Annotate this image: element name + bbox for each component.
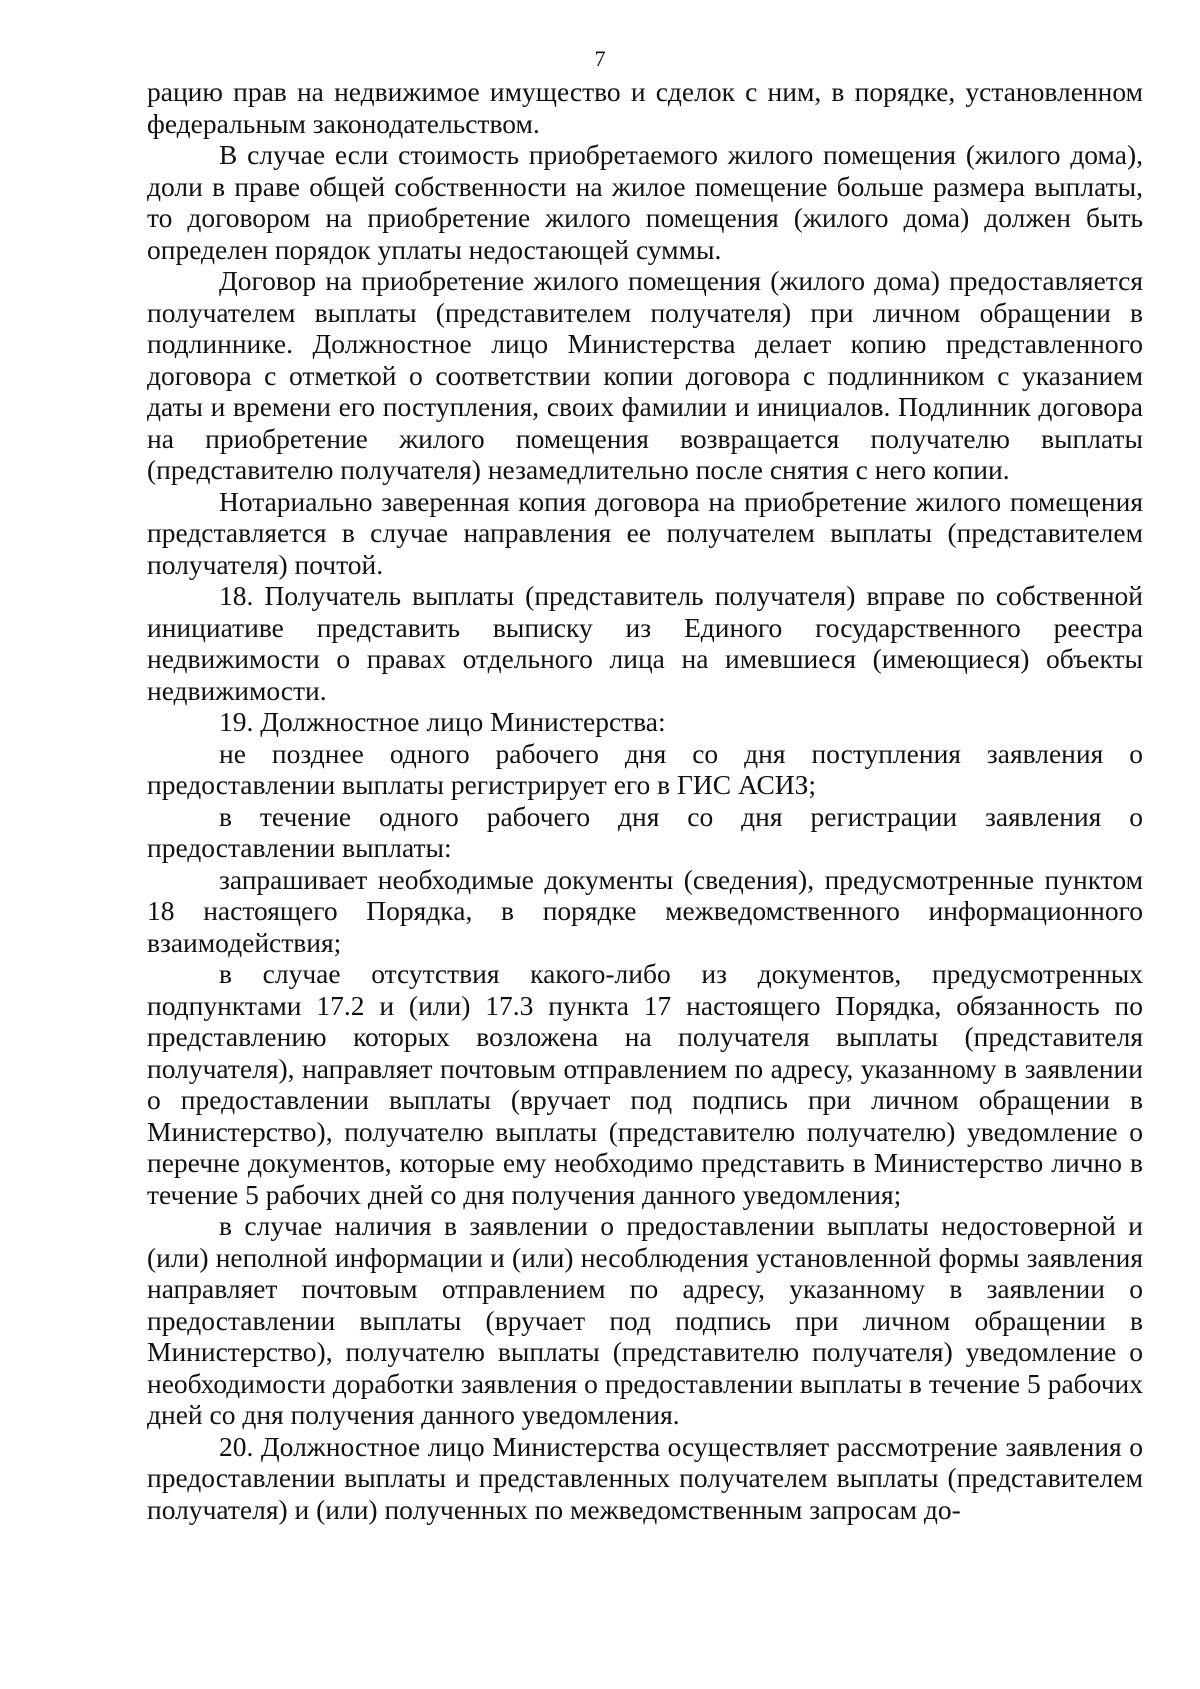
- paragraph-continuation: рацию прав на недвижимое имущество и сделок с ним, в порядке, установленном федеральным законодательством.: [147, 76, 1143, 139]
- page-number: 7: [594, 46, 606, 71]
- paragraph-item-19-incomplete-info: в случае наличия в заявлении о предоставлении выплаты недостоверной и (или) неполной информации и (или) несоблюдения установленной формы заявления направляет почтовым отправлением по адресу, указанному в заявлении о предоставлении выплаты (вручает под подпись при личном обращении в Министерство), получателю выплаты (представителю получателя) уведомление о необходимости доработки заявления о предоставлении выплаты в течение 5 рабочих дней со дня получения данного уведомления.: [147, 1210, 1143, 1430]
- paragraph-notarized-copy: Нотариально заверенная копия договора на приобретение жилого помещения представляется в случае направления ее получателем выплаты (представителем получателя) почтой.: [147, 485, 1143, 580]
- paragraph-item-19: 19. Должностное лицо Министерства:: [219, 706, 666, 737]
- paragraph-item-19-within-day: в течение одного рабочего дня со дня регистрации заявления о предоставлении выплаты:: [147, 800, 1143, 863]
- paragraph-contract-submission: Договор на приобретение жилого помещения (жилого дома) предоставляется получателем выплаты (представителем получателя) при личном обращении в подлиннике. Должностное лицо Министерства делает копию представленного договора с отметкой о соответствии копии договора с подлинником с указанием даты и времени его поступления, своих фамилии и инициалов. Подлинник договора на приобретение жилого помещения возвращается получателю выплаты (представителю получателя) незамедлительно после снятия с него копии.: [147, 265, 1143, 485]
- paragraph-item-18: 18. Получатель выплаты (представитель получателя) вправе по собственной инициативе представить выписку из Единого государственного реестра недвижимости о правах отдельного лица на имевшиеся (имеющиеся) объекты недвижимости.: [147, 580, 1143, 706]
- paragraph-item-19-registration: не позднее одного рабочего дня со дня поступления заявления о предоставлении выплаты регистрирует его в ГИС АСИЗ;: [147, 737, 1143, 800]
- document-body: [147, 76, 1143, 1525]
- paragraph-payment-shortfall: В случае если стоимость приобретаемого жилого помещения (жилого дома), доли в праве общей собственности на жилое помещение больше размера выплаты, то договором на приобретение жилого помещения (жилого дома) должен быть определен порядок уплаты недостающей суммы.: [147, 139, 1143, 265]
- paragraph-item-19-requests: запрашивает необходимые документы (сведения), предусмотренные пунктом 18 настоящего Порядка, в порядке межведомственного информационного взаимодействия;: [147, 863, 1143, 958]
- paragraph-item-20: 20. Должностное лицо Министерства осуществляет рассмотрение заявления о предоставлении выплаты и представленных получателем выплаты (представителем получателя) и (или) полученных по межведомственным запросам до-: [147, 1430, 1143, 1525]
- paragraph-item-19-missing-documents: в случае отсутствия какого-либо из документов, предусмотренных подпунктами 17.2 и (или) 17.3 пункта 17 настоящего Порядка, обязанность по представлению которых возложена на получателя выплаты (представителя получателя), направляет почтовым отправлением по адресу, указанному в заявлении о предоставлении выплаты (вручает под подпись при личном обращении в Министерство), получателю выплаты (представителю получателю) уведомление о перечне документов, которые ему необходимо представить в Министерство лично в течение 5 рабочих дней со дня получения данного уведомления;: [147, 958, 1143, 1210]
